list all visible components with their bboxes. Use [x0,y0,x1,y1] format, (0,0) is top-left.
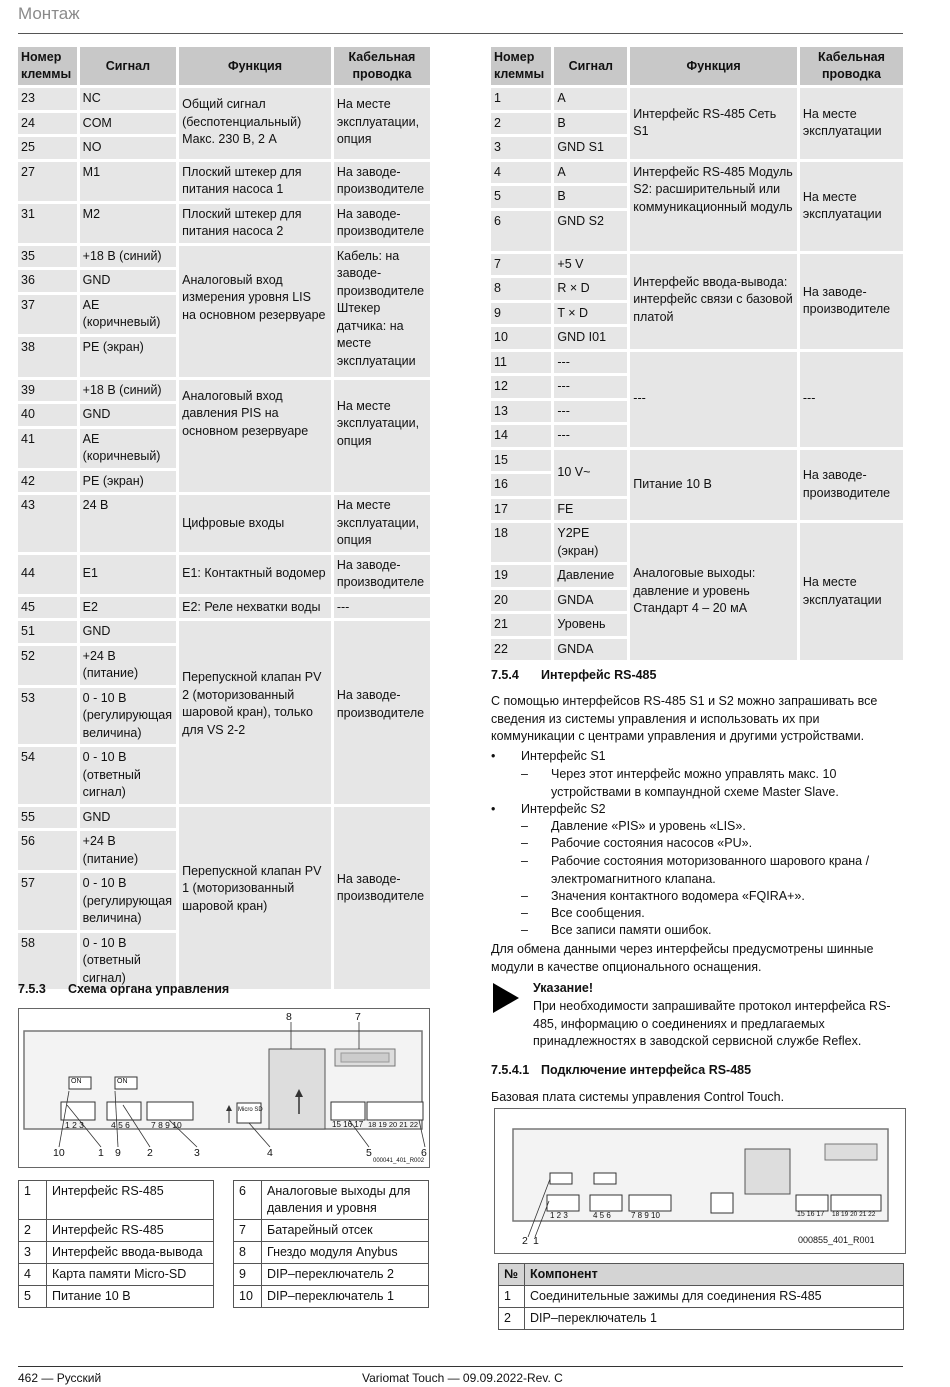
table-row [234,1286,429,1308]
rs485-connection-diagram [494,1108,906,1254]
bullet-item: Интерфейс S1 [521,749,606,763]
terminal-number: 35 [18,246,77,268]
terminal-number: 38 [18,337,77,377]
table-row [19,1220,214,1242]
terminal-label: 1 2 3 [65,1120,84,1130]
terminal-number: 3 [491,137,551,159]
col-header: Кабельная проводка [334,47,430,85]
signal: 0 - 10 В (ответный сигнал) [80,933,176,990]
signal: NC [80,88,176,110]
table-row [18,555,430,594]
cabling: На месте эксплуатации, опция [334,88,430,159]
dash-marker: – [521,854,528,868]
dip-label: ON [117,1078,128,1085]
terminal-label: 7 8 9 10 [151,1120,182,1130]
legend-text: Гнездо модуля Anybus [262,1242,429,1264]
component-name: DIP–переключатель 1 [525,1308,904,1330]
board-drawing [19,1009,429,1167]
table-row [234,1220,429,1242]
table-row [19,1181,214,1220]
table-row [19,1286,214,1308]
footer-page: 462 — Русский [18,1371,102,1385]
terminal-number: 53 [18,688,77,745]
signal: --- [554,352,627,374]
sub-item: Давление «PIS» и уровень «LIS». [551,819,746,833]
signal: GND S2 [554,211,627,251]
legend-number: 2 [19,1220,47,1242]
terminal-number: 14 [491,425,551,447]
legend-text: Батарейный отсек [262,1220,429,1242]
terminal-number: 39 [18,380,77,402]
function: Цифровые входы [179,495,331,552]
cabling: На заводе-производителе [800,450,903,521]
function: Плоский штекер для питания насоса 1 [179,162,331,201]
legend-right [233,1180,429,1308]
dash-marker: – [521,889,528,903]
signal: B [554,186,627,208]
function: Плоский штекер для питания насоса 2 [179,204,331,243]
cabling: На месте эксплуатации [800,88,903,159]
footer-divider [18,1366,903,1367]
bullet-marker: • [491,802,496,816]
outro-paragraph: Для обмена данными через интерфейсы предусмотрены шинные модули в качестве опционального оснащения. [491,942,874,974]
function: --- [630,352,797,447]
terminal-label: 7 8 9 10 [631,1211,660,1220]
sub-item: Через этот интерфейс можно управлять макс. 10 устройствами в компаундной схеме Master Slave. [551,767,839,799]
terminal-number: 20 [491,590,551,612]
signal: PE (экран) [80,337,176,377]
sub-item: Все записи памяти ошибок. [551,923,712,937]
terminal-label: 15 16 17 [332,1120,364,1129]
footer-doc: Variomat Touch — 09.09.2022-Rev. C [362,1371,563,1385]
signal: E1 [80,555,176,594]
function: Аналоговые выходы: давление и уровень Стандарт 4 – 20 мА [630,523,797,660]
terminal-number: 19 [491,565,551,587]
terminal-label: 4 5 6 [593,1211,611,1220]
terminal-number: 23 [18,88,77,110]
table-row [491,352,903,374]
dip-label: ON [71,1078,82,1085]
terminal-number: 10 [491,327,551,349]
col-header: Функция [630,47,797,85]
terminal-number: 36 [18,270,77,292]
function: Интерфейс RS-485 Сеть S1 [630,88,797,159]
table-header-row [18,47,430,85]
terminal-number: 27 [18,162,77,201]
legend-text: DIP–переключатель 2 [262,1264,429,1286]
figure-code: 000041_401_R002 [373,1158,425,1164]
function: Интерфейс ввода-вывода: интерфейс связи с базовой платой [630,254,797,349]
signal: +24 В (питание) [80,646,176,685]
signal: M1 [80,162,176,201]
function: E1: Контактный водомер [179,555,331,594]
signal: Давление [554,565,627,587]
signal: B [554,113,627,135]
terminal-number: 8 [491,278,551,300]
section-number: 7.5.4 [491,668,519,682]
signal: --- [554,425,627,447]
terminal-label: 15 16 17 [797,1211,825,1218]
dash-marker: – [521,906,528,920]
signal: AE (коричневый) [80,295,176,334]
section-title: Схема органа управления [68,982,230,996]
legend-text: Интерфейс RS-485 [47,1181,214,1220]
component-table [498,1263,904,1330]
callout-9: 9 [115,1147,121,1159]
dash-marker: – [521,923,528,937]
table-row [18,88,430,110]
legend-text: Питание 10 В [47,1286,214,1308]
legend-number: 8 [234,1242,262,1264]
col-header: Номер клеммы [18,47,77,85]
callout-2: 2 [147,1147,153,1159]
terminal-number: 4 [491,162,551,184]
signal: COM [80,113,176,135]
terminal-number: 54 [18,747,77,804]
function: Общий сигнал (беспотенциальный) Макс. 230 В, 2 A [179,88,331,159]
col-header: Номер клеммы [491,47,551,85]
table-row [491,88,903,110]
signal: A [554,162,627,184]
right-terminal-table [488,44,906,663]
table-row [491,450,903,472]
terminal-number: 1 [491,88,551,110]
terminal-label: 1 2 3 [550,1211,568,1220]
legend-text: Интерфейс ввода-вывода [47,1242,214,1264]
table-row [491,254,903,276]
terminal-label: 4 5 6 [111,1120,130,1130]
cabling: На заводе-производителе [334,621,430,804]
callout-1: 1 [98,1147,104,1159]
table-row [18,162,430,201]
function: Аналоговый вход давления PIS на основном резервуаре [179,380,331,493]
signal: 24 В [80,495,176,552]
section-heading-7-5-4-1 [491,1063,751,1077]
dash-marker: – [521,767,528,781]
callout-6: 6 [421,1147,427,1159]
cabling: На месте эксплуатации [800,162,903,251]
col-header: Компонент [525,1264,904,1286]
signal: T × D [554,303,627,325]
dash-marker: – [521,819,528,833]
bullet-marker: • [491,749,496,763]
sub-item: Значения контактного водомера «FQIRA+». [551,889,805,903]
cabling: --- [334,597,430,619]
cabling: --- [800,352,903,447]
col-header: Функция [179,47,331,85]
header-divider [18,33,903,34]
signal: Y2PE (экран) [554,523,627,562]
legend-text: Аналоговые выходы для давления и уровня [262,1181,429,1220]
signal: E2 [80,597,176,619]
legend-number: 4 [19,1264,47,1286]
signal: M2 [80,204,176,243]
table-row [18,807,430,829]
terminal-number: 25 [18,137,77,159]
legend-number: 7 [234,1220,262,1242]
component-number: 1 [499,1286,525,1308]
table-row [234,1181,429,1220]
signal: 0 - 10 В (регулирующая величина) [80,873,176,930]
table-row [19,1242,214,1264]
signal: +18 В (синий) [80,246,176,268]
function: Перепускной клапан PV 2 (моторизованный шаровой кран), только для VS 2-2 [179,621,331,804]
cabling: На заводе-производителе [334,807,430,990]
legend-text: Карта памяти Micro-SD [47,1264,214,1286]
terminal-number: 37 [18,295,77,334]
table-row [18,621,430,643]
terminal-number: 12 [491,376,551,398]
cabling: На заводе-производителе [800,254,903,349]
function: Интерфейс RS-485 Модуль S2: расширительный или коммуникационный модуль [630,162,797,251]
section-title: Интерфейс RS-485 [541,668,657,682]
legend-number: 5 [19,1286,47,1308]
terminal-number: 52 [18,646,77,685]
terminal-number: 55 [18,807,77,829]
table-row [499,1308,904,1330]
table-row [234,1264,429,1286]
legend-text: DIP–переключатель 1 [262,1286,429,1308]
signal: GND S1 [554,137,627,159]
subsection-intro: Базовая плата системы управления Control Touch. [491,1090,785,1104]
board-drawing [495,1109,905,1253]
legend-left [18,1180,214,1308]
terminal-label: 18 19 20 21 22 [368,1120,419,1129]
table-row [18,380,430,402]
signal: GND [80,270,176,292]
signal: AE (коричневый) [80,429,176,468]
callout-4: 4 [267,1147,273,1159]
header-title: Монтаж [18,4,80,23]
sub-item: Все сообщения. [551,906,645,920]
table-row [491,162,903,184]
cabling: Кабель: на заводе-производителе Штекер датчика: на месте эксплуатации [334,246,430,377]
terminal-number: 17 [491,499,551,521]
table-row [18,246,430,268]
signal: GND I01 [554,327,627,349]
callout-2: 2 [522,1235,528,1247]
sub-item: Рабочие состояния насосов «PU». [551,836,753,850]
table-row [18,204,430,243]
signal: PE (экран) [80,471,176,493]
signal: GNDA [554,639,627,661]
signal: --- [554,376,627,398]
terminal-number: 43 [18,495,77,552]
section-heading-7-5-4 [491,668,656,682]
note-arrow-icon [493,983,519,1013]
callout-10: 10 [53,1147,65,1159]
terminal-number: 51 [18,621,77,643]
signal: +24 В (питание) [80,831,176,870]
terminal-number: 42 [18,471,77,493]
signal: 0 - 10 В (регулирующая величина) [80,688,176,745]
function: Питание 10 В [630,450,797,521]
intro-paragraph: С помощью интерфейсов RS-485 S1 и S2 можно запрашивать все сведения из системы управления и использовать их при коммуникации с центрами управления и другими устройствами. [491,694,878,743]
note-title: Указание! [533,981,594,995]
note-text: При необходимости запрашивайте протокол интерфейса RS-485, информацию о соединениях и предлагаемых принадлежностях в заводской сервисной службе Reflex. [533,999,891,1048]
terminal-number: 56 [18,831,77,870]
terminal-number: 40 [18,404,77,426]
signal: +18 В (синий) [80,380,176,402]
sub-item: Рабочие состояния моторизованного шарового крана / электромагнитного клапана. [551,854,870,886]
signal: A [554,88,627,110]
signal: 0 - 10 В (ответный сигнал) [80,747,176,804]
legend-number: 9 [234,1264,262,1286]
terminal-number: 41 [18,429,77,468]
signal: NO [80,137,176,159]
section-title: Подключение интерфейса RS-485 [541,1063,752,1077]
terminal-label: 18 19 20 21 22 [832,1211,876,1218]
terminal-number: 44 [18,555,77,594]
signal: 10 V~ [554,450,627,496]
signal: GND [80,807,176,829]
table-header-row [491,47,903,85]
legend-number: 1 [19,1181,47,1220]
function: Аналоговый вход измерения уровня LIS на основном резервуаре [179,246,331,377]
terminal-number: 24 [18,113,77,135]
terminal-number: 7 [491,254,551,276]
section-heading-7-5-3 [18,982,229,996]
col-header: Сигнал [80,47,176,85]
callout-5: 5 [366,1147,372,1159]
legend-number: 3 [19,1242,47,1264]
signal: R × D [554,278,627,300]
table-header-row [499,1264,904,1286]
terminal-number: 18 [491,523,551,562]
section-number: 7.5.3 [18,982,46,996]
terminal-number: 5 [491,186,551,208]
signal: GNDA [554,590,627,612]
terminal-number: 2 [491,113,551,135]
table-row [234,1242,429,1264]
cabling: На заводе-производителе [334,555,430,594]
callout-3: 3 [194,1147,200,1159]
table-row [499,1286,904,1308]
micro-sd-label: Micro SD [238,1107,263,1113]
control-board-diagram [18,1008,430,1168]
terminal-number: 58 [18,933,77,990]
terminal-number: 15 [491,450,551,472]
cabling: На месте эксплуатации [800,523,903,660]
terminal-number: 13 [491,401,551,423]
legend-text: Интерфейс RS-485 [47,1220,214,1242]
cabling: На заводе-производителе [334,162,430,201]
cabling: На месте эксплуатации, опция [334,495,430,552]
col-header: Кабельная проводка [800,47,903,85]
terminal-number: 9 [491,303,551,325]
legend-number: 10 [234,1286,262,1308]
function: Перепускной клапан PV 1 (моторизованный шаровой кран) [179,807,331,990]
signal: GND [80,404,176,426]
legend-number: 6 [234,1181,262,1220]
section-number: 7.5.4.1 [491,1063,530,1077]
dash-marker: – [521,836,528,850]
terminal-number: 6 [491,211,551,251]
terminal-number: 11 [491,352,551,374]
table-row [18,597,430,619]
signal: +5 V [554,254,627,276]
signal: FE [554,499,627,521]
terminal-number: 22 [491,639,551,661]
callout-1: 1 [533,1235,539,1247]
component-number: 2 [499,1308,525,1330]
function: E2: Реле нехватки воды [179,597,331,619]
component-name: Соединительные зажимы для соединения RS-485 [525,1286,904,1308]
cabling: На месте эксплуатации, опция [334,380,430,493]
table-row [18,495,430,552]
col-header: Сигнал [554,47,627,85]
signal: GND [80,621,176,643]
terminal-number: 21 [491,614,551,636]
callout-8: 8 [286,1011,292,1023]
signal: --- [554,401,627,423]
left-terminal-table [15,44,433,992]
table-row [19,1264,214,1286]
signal: Уровень [554,614,627,636]
cabling: На заводе-производителе [334,204,430,243]
figure-code: 000855_401_R001 [798,1235,875,1245]
terminal-number: 31 [18,204,77,243]
bullet-item: Интерфейс S2 [521,802,606,816]
terminal-number: 45 [18,597,77,619]
terminal-number: 16 [491,474,551,496]
callout-7: 7 [355,1011,361,1023]
terminal-number: 57 [18,873,77,930]
table-row [491,523,903,562]
col-header: № [499,1264,525,1286]
